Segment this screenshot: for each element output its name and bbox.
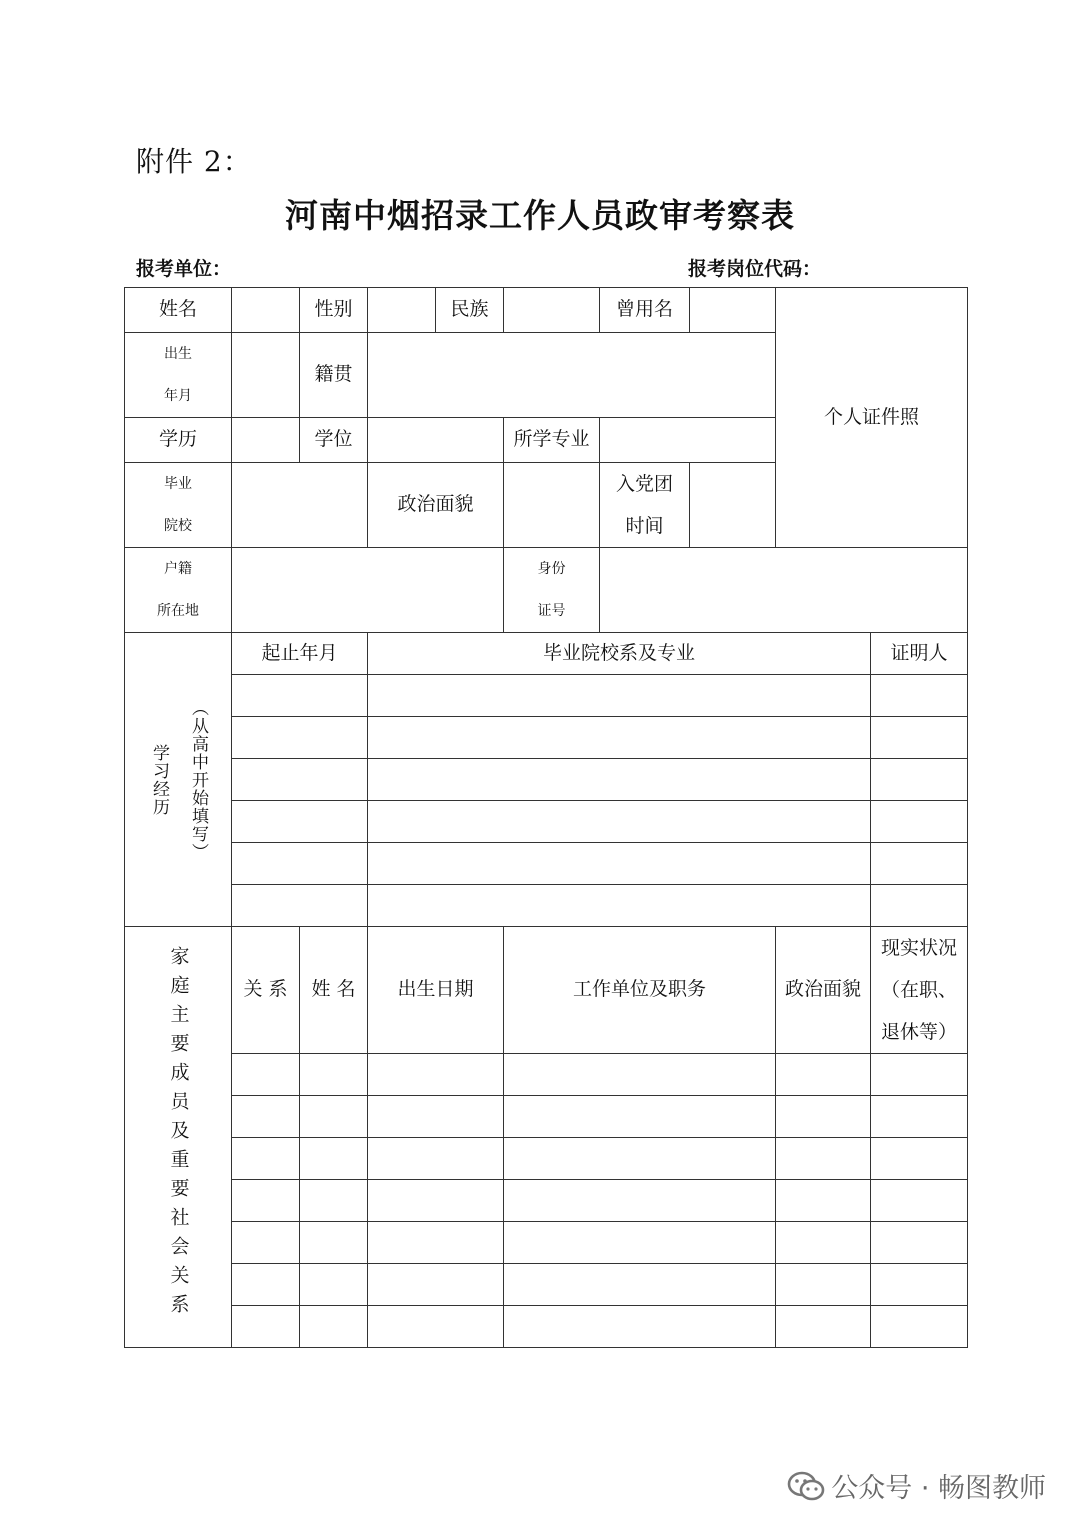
family-status-field[interactable]	[871, 1264, 968, 1306]
family-relation-field[interactable]	[232, 1138, 300, 1180]
study-witness-header: 证明人	[871, 633, 968, 675]
former-name-field[interactable]	[690, 288, 776, 333]
family-name-field[interactable]	[300, 1222, 368, 1264]
photo-cell[interactable]	[776, 288, 968, 548]
watermark-text: 公众号 · 畅图教师	[831, 1473, 1046, 1504]
study-witness-field[interactable]	[871, 885, 968, 927]
family-relation-field[interactable]	[232, 1180, 300, 1222]
table-row	[125, 885, 968, 927]
household-label: 户籍 所在地	[125, 548, 232, 633]
education-field[interactable]	[232, 418, 300, 463]
table-row	[125, 1306, 968, 1348]
family-status-field[interactable]	[871, 1054, 968, 1096]
family-political-field[interactable]	[776, 1306, 871, 1348]
family-political-field[interactable]	[776, 1264, 871, 1306]
name-field[interactable]	[232, 288, 300, 333]
family-name-field[interactable]	[300, 1264, 368, 1306]
family-work-field[interactable]	[504, 1054, 776, 1096]
study-period-field[interactable]	[232, 885, 368, 927]
table-row	[125, 1138, 968, 1180]
family-birth-field[interactable]	[368, 1222, 504, 1264]
page-title: 河南中烟招录工作人员政审考察表	[285, 196, 795, 235]
family-political-field[interactable]	[776, 1054, 871, 1096]
family-status-header: 现实状况 （在职、 退休等）	[871, 927, 968, 1054]
id-number-field[interactable]	[600, 548, 968, 633]
study-period-field[interactable]	[232, 801, 368, 843]
family-work-field[interactable]	[504, 1180, 776, 1222]
family-name-field[interactable]	[300, 1306, 368, 1348]
review-form-table	[124, 287, 968, 1348]
family-relation-header: 关 系	[232, 927, 300, 1054]
study-school-field[interactable]	[368, 801, 871, 843]
former-name-label: 曾用名	[600, 288, 690, 333]
family-name-header: 姓 名	[300, 927, 368, 1054]
family-work-field[interactable]	[504, 1222, 776, 1264]
native-place-label: 籍贯	[300, 333, 368, 418]
family-birth-field[interactable]	[368, 1306, 504, 1348]
family-relation-field[interactable]	[232, 1306, 300, 1348]
family-birth-field[interactable]	[368, 1096, 504, 1138]
family-relation-field[interactable]	[232, 1054, 300, 1096]
table-row	[125, 759, 968, 801]
family-status-field[interactable]	[871, 1138, 968, 1180]
photo-label: 个人证件照	[824, 405, 920, 428]
family-work-header: 工作单位及职务	[504, 927, 776, 1054]
political-status-label: 政治面貌	[368, 463, 504, 548]
table-row	[125, 675, 968, 717]
family-name-field[interactable]	[300, 1096, 368, 1138]
study-school-field[interactable]	[368, 675, 871, 717]
family-name-field[interactable]	[300, 1138, 368, 1180]
study-school-major-header: 毕业院校系及专业	[368, 633, 871, 675]
family-political-field[interactable]	[776, 1180, 871, 1222]
study-witness-field[interactable]	[871, 759, 968, 801]
birth-field[interactable]	[232, 333, 300, 418]
family-status-field[interactable]	[871, 1096, 968, 1138]
family-political-field[interactable]	[776, 1096, 871, 1138]
wechat-icon	[787, 1471, 825, 1501]
party-join-field[interactable]	[690, 463, 776, 548]
study-period-header: 起止年月	[232, 633, 368, 675]
family-relation-field[interactable]	[232, 1096, 300, 1138]
family-status-field[interactable]	[871, 1180, 968, 1222]
name-label: 姓名	[125, 288, 232, 333]
study-witness-field[interactable]	[871, 675, 968, 717]
family-status-field[interactable]	[871, 1222, 968, 1264]
table-row	[125, 1222, 968, 1264]
family-relation-field[interactable]	[232, 1222, 300, 1264]
family-political-header: 政治面貌	[776, 927, 871, 1054]
study-witness-field[interactable]	[871, 717, 968, 759]
family-political-field[interactable]	[776, 1222, 871, 1264]
ethnicity-label: 民族	[436, 288, 504, 333]
family-work-field[interactable]	[504, 1138, 776, 1180]
family-relation-field[interactable]	[232, 1264, 300, 1306]
gender-label: 性别	[300, 288, 368, 333]
family-section-label: 家庭主要成员及重要社会关系	[125, 927, 232, 1348]
family-work-field[interactable]	[504, 1264, 776, 1306]
school-field[interactable]	[232, 463, 368, 548]
ethnicity-field[interactable]	[504, 288, 600, 333]
post-code-label: 报考岗位代码：	[688, 258, 822, 280]
study-witness-field[interactable]	[871, 843, 968, 885]
major-label: 所学专业	[504, 418, 600, 463]
family-political-field[interactable]	[776, 1138, 871, 1180]
study-school-field[interactable]	[368, 717, 871, 759]
study-period-field[interactable]	[232, 717, 368, 759]
education-label: 学历	[125, 418, 232, 463]
family-birth-field[interactable]	[368, 1264, 504, 1306]
study-school-field[interactable]	[368, 759, 871, 801]
family-status-field[interactable]	[871, 1306, 968, 1348]
study-school-field[interactable]	[368, 885, 871, 927]
table-row	[125, 1264, 968, 1306]
party-join-label: 入党团 时间	[600, 463, 690, 548]
native-place-field[interactable]	[368, 333, 776, 418]
degree-field[interactable]	[368, 418, 504, 463]
family-birth-field[interactable]	[368, 1054, 504, 1096]
political-status-field[interactable]	[504, 463, 600, 548]
study-witness-field[interactable]	[871, 801, 968, 843]
school-label: 毕业 院校	[125, 463, 232, 548]
id-number-label: 身份 证号	[504, 548, 600, 633]
family-birth-header: 出生日期	[368, 927, 504, 1054]
family-work-field[interactable]	[504, 1096, 776, 1138]
study-period-field[interactable]	[232, 759, 368, 801]
unit-label: 报考单位：	[136, 258, 232, 280]
degree-label: 学位	[300, 418, 368, 463]
family-birth-field[interactable]	[368, 1180, 504, 1222]
family-name-field[interactable]	[300, 1054, 368, 1096]
table-row	[125, 1180, 968, 1222]
birth-label: 出生 年月	[125, 333, 232, 418]
study-period-field[interactable]	[232, 843, 368, 885]
table-row	[125, 801, 968, 843]
attachment-label: 附件 2：	[136, 145, 252, 178]
family-work-field[interactable]	[504, 1306, 776, 1348]
study-school-field[interactable]	[368, 843, 871, 885]
major-field[interactable]	[600, 418, 776, 463]
table-row	[125, 1054, 968, 1096]
gender-field[interactable]	[368, 288, 436, 333]
watermark	[787, 1466, 1046, 1505]
study-period-field[interactable]	[232, 675, 368, 717]
table-row	[125, 1096, 968, 1138]
family-birth-field[interactable]	[368, 1138, 504, 1180]
household-field[interactable]	[232, 548, 504, 633]
study-section-label: 学习经历 （从高中开始填写）	[125, 633, 232, 927]
table-row	[125, 843, 968, 885]
family-name-field[interactable]	[300, 1180, 368, 1222]
table-row	[125, 717, 968, 759]
